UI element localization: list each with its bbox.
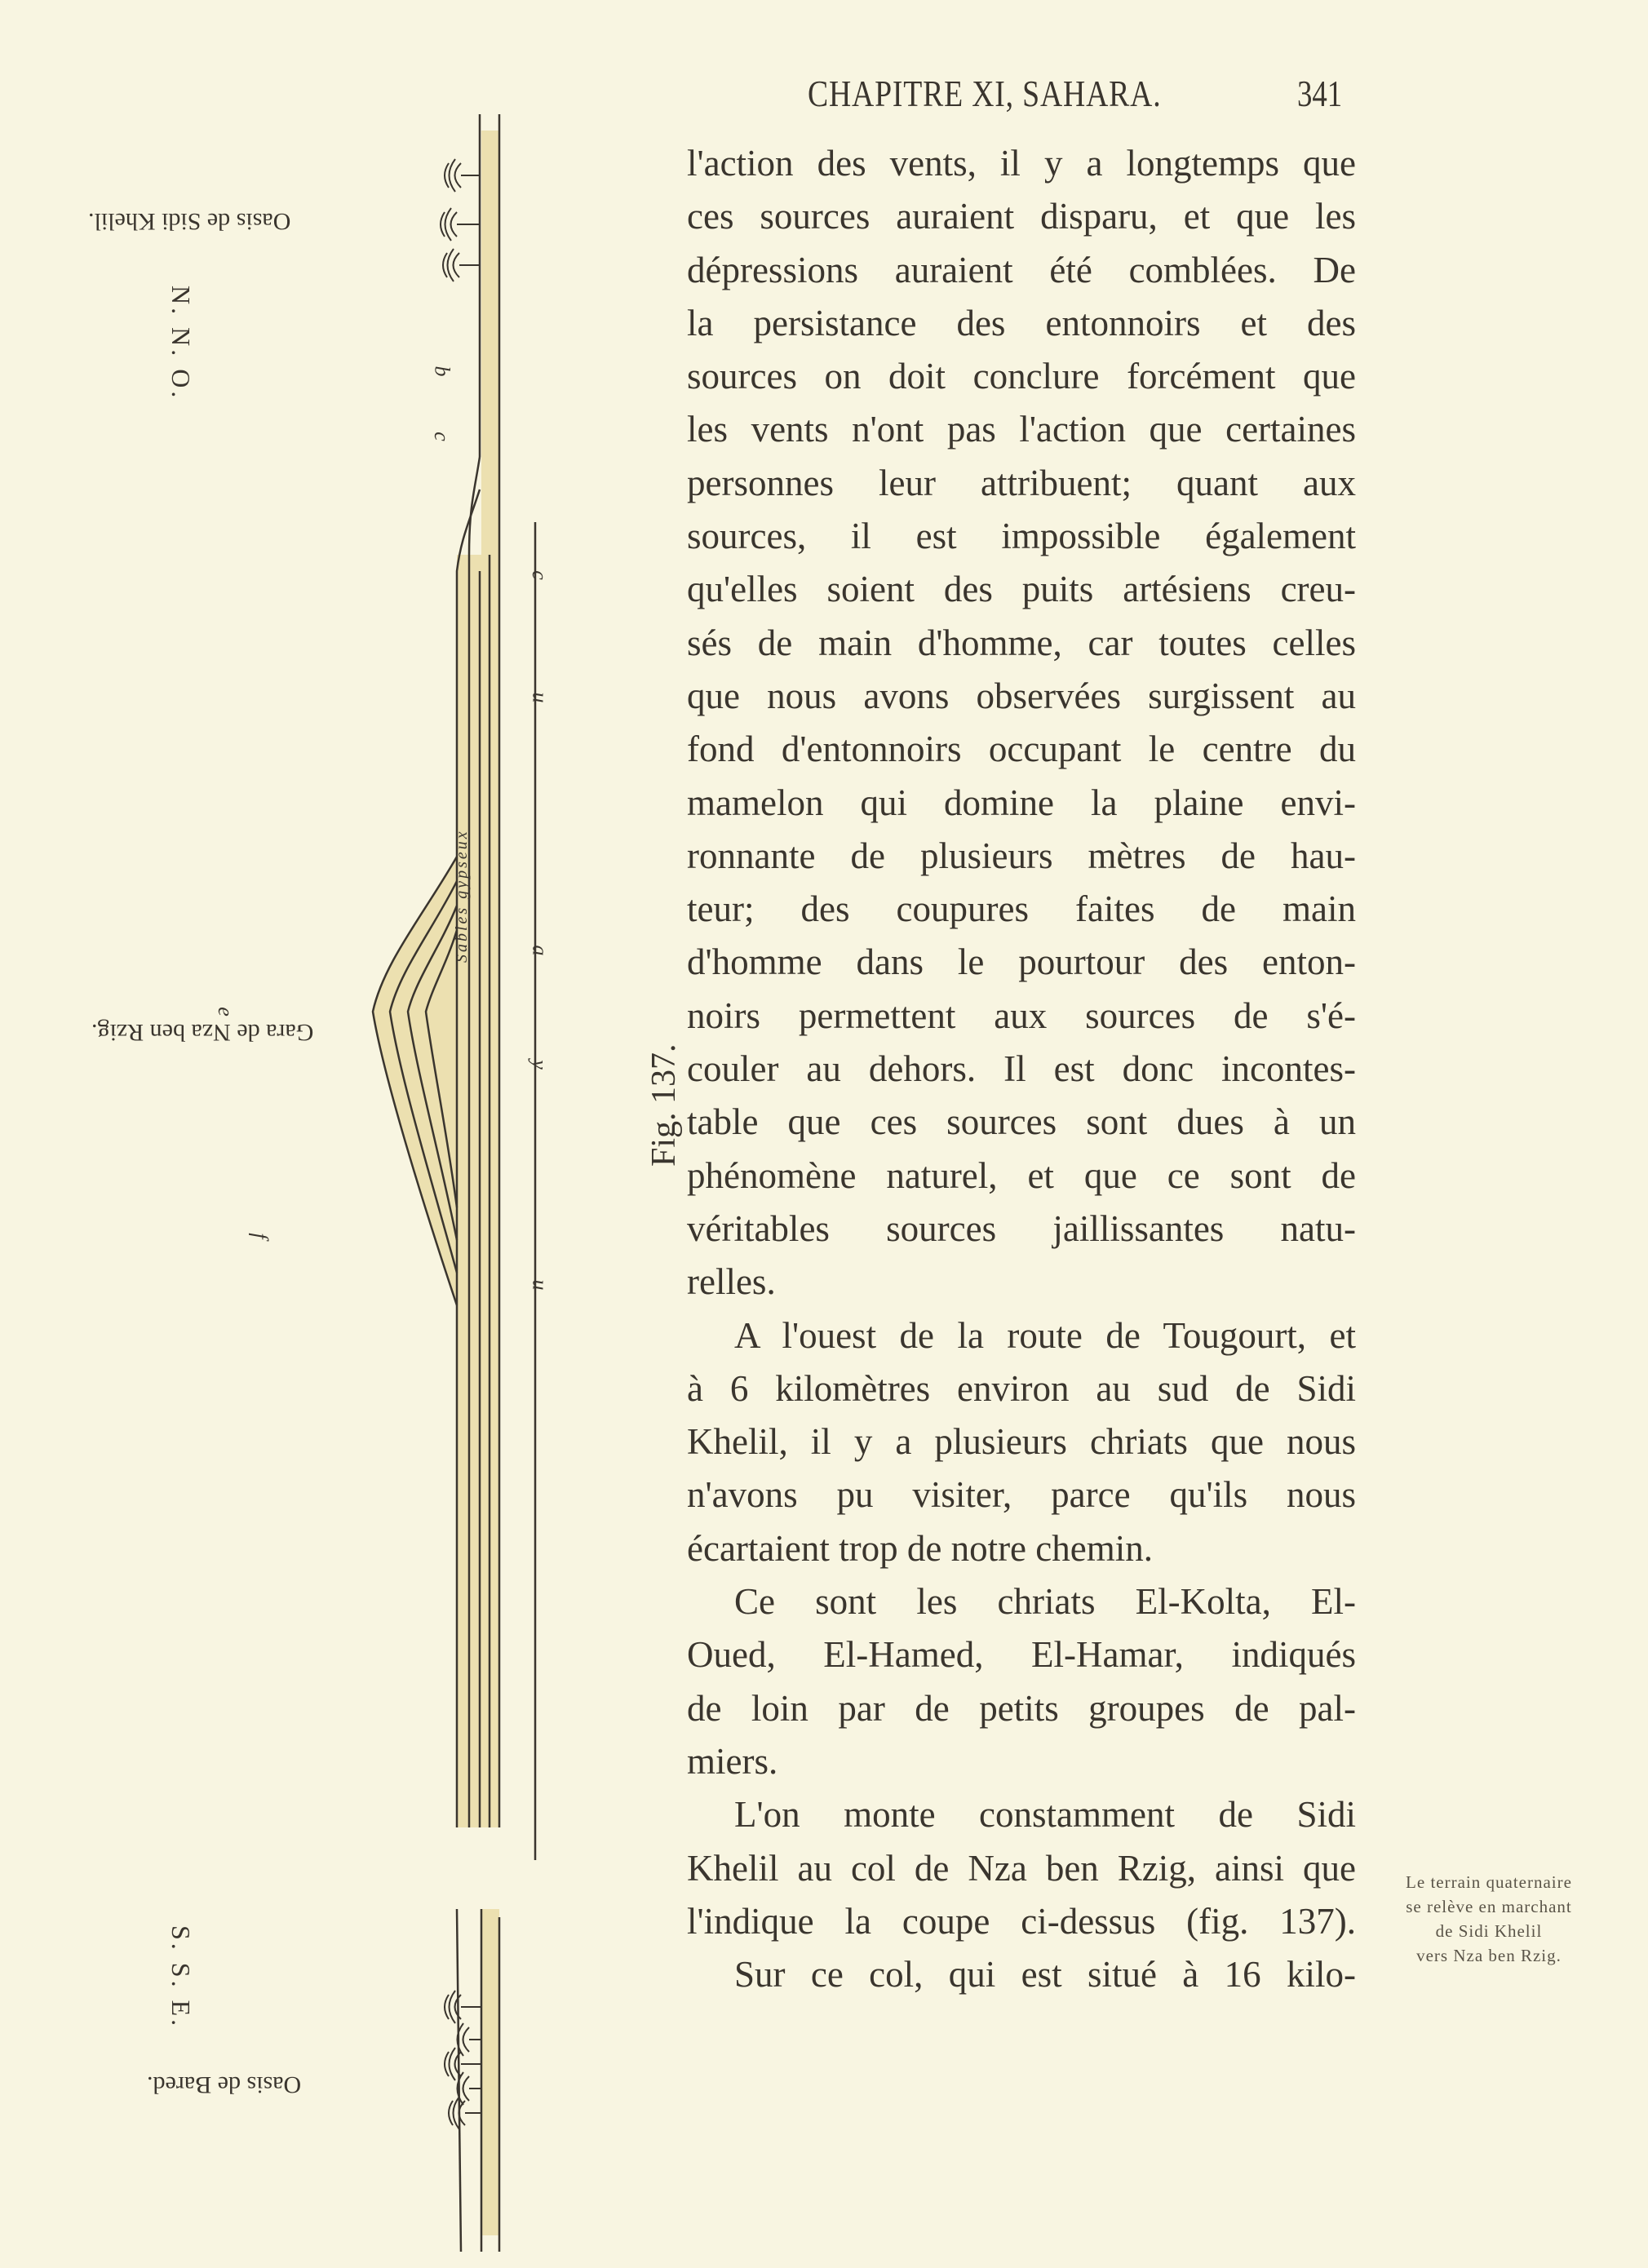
margin-note-line: Le terrain quaternaire <box>1406 1872 1572 1892</box>
text-line: de loin par de petits groupes de pal- <box>687 1687 1356 1729</box>
palm-tree-icon <box>445 1991 481 2023</box>
running-header-title: CHAPITRE XI, SAHARA. <box>808 73 1162 114</box>
text-line: Ce sont les chriats El-Kolta, El- <box>734 1581 1356 1623</box>
text-line: l'indique la coupe ci-dessus (fig. 137). <box>687 1900 1356 1942</box>
text-line: Sur ce col, qui est situé à 16 kilo- <box>734 1954 1356 1996</box>
layer-letter: a <box>528 945 552 956</box>
label-oasis-sidi-khelil: Oasis de Sidi Khelil. <box>88 208 291 235</box>
palm-tree-icon <box>445 159 480 192</box>
text-line: sources on doit conclure forcément que <box>687 356 1356 397</box>
layer-letter: e <box>213 1007 237 1017</box>
text-line: d'homme dans le pourtour des enton- <box>687 941 1356 983</box>
text-line: les vents n'ont pas l'action que certaines <box>687 409 1356 450</box>
palm-tree-icon <box>458 2072 482 2105</box>
text-line: miers. <box>687 1740 778 1782</box>
text-line: à 6 kilomètres environ au sud de Sidi <box>687 1367 1356 1409</box>
layer-letter: c <box>429 432 454 441</box>
layer-letter: f <box>248 1233 272 1239</box>
text-line: Khelil, il y a plusieurs chriats que nous <box>687 1421 1356 1463</box>
label-oasis-bared: Oasis de Bared. <box>147 2071 302 2098</box>
palm-tree-icon <box>443 249 480 281</box>
label-sables-gypseux: Sables gypseux <box>453 829 471 963</box>
text-line: noirs permettent aux sources de s'é- <box>687 994 1356 1036</box>
text-line: qu'elles soient des puits artésiens creu- <box>687 569 1356 610</box>
palm-tree-icon <box>441 208 480 241</box>
text-line: l'action des vents, il y a longtemps que <box>687 143 1356 184</box>
text-line: table que ces sources sont dues à un <box>687 1101 1356 1143</box>
label-direction-sse: S. S. E. <box>166 1925 196 2030</box>
text-line: que nous avons observées surgissent au <box>687 675 1356 716</box>
text-line: fond d'entonnoirs occupant le centre du <box>687 729 1356 770</box>
text-line: ronnante de plusieurs mètres de hau- <box>687 835 1356 876</box>
text-line: Khelil au col de Nza ben Rzig, ainsi que <box>687 1847 1356 1889</box>
text-line: couler au dehors. Il est donc incontes- <box>687 1048 1356 1090</box>
margin-note-line: de Sidi Khelil <box>1435 1921 1543 1941</box>
text-line: personnes leur attribuent; quant aux <box>687 462 1356 503</box>
text-line: sources, il est impossible également <box>687 516 1356 557</box>
text-line: dépressions auraient été comblées. De <box>687 249 1356 290</box>
strata-lines <box>373 114 535 2252</box>
palm-tree-icon <box>449 2097 481 2129</box>
layer-letter: c <box>527 570 552 580</box>
layer-letter: u <box>528 692 552 703</box>
figure-caption: Fig. 137. <box>645 1043 683 1167</box>
text-line: écartaient trop de notre chemin. <box>687 1527 1153 1569</box>
text-line: relles. <box>687 1261 776 1303</box>
margin-note-line: se relève en marchant <box>1406 1897 1572 1916</box>
text-line: teur; des coupures faites de main <box>687 888 1356 930</box>
margin-note-line: vers Nza ben Rzig. <box>1416 1946 1562 1965</box>
text-line: mamelon qui domine la plaine envi- <box>687 782 1356 823</box>
text-line: sés de main d'homme, car toutes celles <box>687 622 1356 663</box>
layer-letter: b <box>430 365 454 377</box>
palm-tree-icon <box>445 2048 481 2080</box>
palm-tree-icon <box>458 2023 482 2056</box>
page-number: 341 <box>1297 73 1343 114</box>
label-direction-nno: N. N. O. <box>166 286 196 401</box>
layer-letter: u <box>528 1279 552 1291</box>
text-line: véritables sources jaillissantes natu- <box>687 1207 1356 1249</box>
text-line: L'on monte constamment de Sidi <box>734 1794 1356 1836</box>
text-line: la persistance des entonnoirs et des <box>687 302 1356 343</box>
text-line: Oued, El-Hamed, El-Hamar, indiqués <box>687 1634 1356 1676</box>
layer-letter: y <box>527 1060 552 1070</box>
text-line: phénomène naturel, et que ce sont de <box>687 1154 1356 1196</box>
text-line: A l'ouest de la route de Tougourt, et <box>734 1314 1356 1356</box>
label-gara-nza-ben-rzig: Gara de Nza ben Rzig. <box>91 1019 314 1046</box>
text-line: ces sources auraient disparu, et que les <box>687 196 1356 237</box>
text-line: n'avons pu visiter, parce qu'ils nous <box>687 1474 1356 1516</box>
